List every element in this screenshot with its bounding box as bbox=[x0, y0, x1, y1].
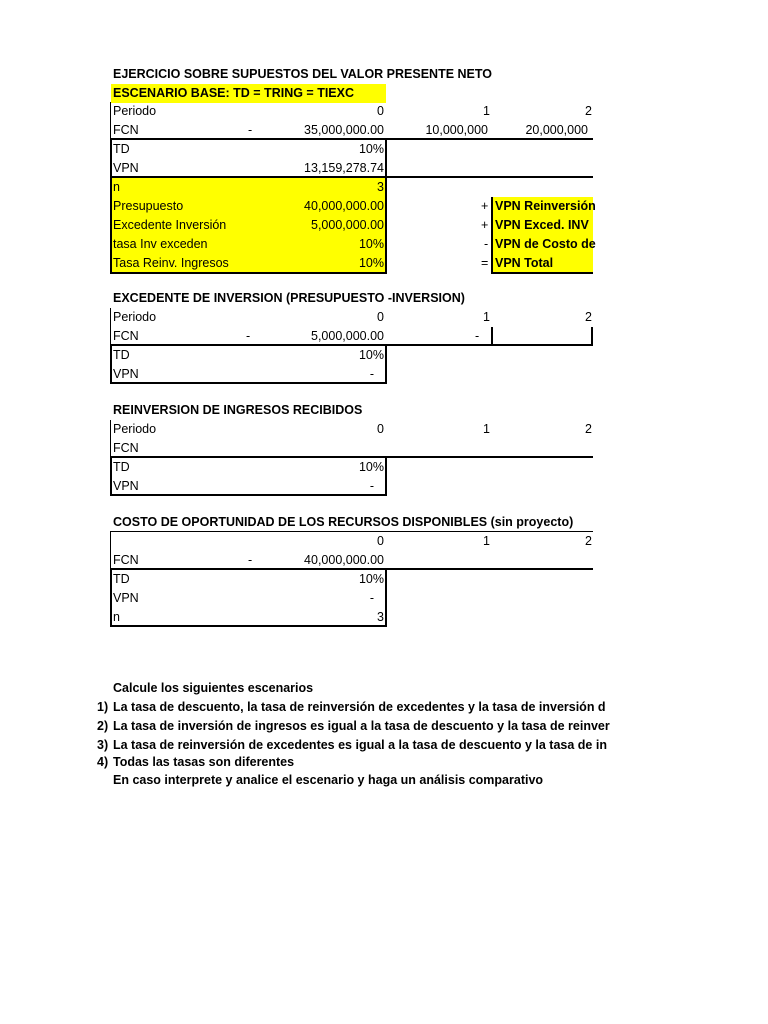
s4-period-1: 1 bbox=[483, 534, 490, 548]
question-text: La tasa de descuento, la tasa de reinversión de excedentes y la tasa de inversión d bbox=[113, 700, 606, 714]
question-number: 1) bbox=[97, 700, 109, 714]
s1-fcn-label: FCN bbox=[113, 123, 139, 137]
s3-td-value: 10% bbox=[358, 460, 384, 474]
question-number: 4) bbox=[97, 755, 109, 769]
questions-intro: Calcule los siguientes escenarios bbox=[113, 681, 314, 695]
s1-periodo-label: Periodo bbox=[113, 104, 157, 118]
s2-period-2: 2 bbox=[585, 310, 592, 324]
s1-summary-sign: - bbox=[484, 237, 489, 251]
s1-summary-label: VPN Exced. INV bbox=[495, 218, 589, 232]
section1-title: EJERCICIO SOBRE SUPUESTOS DEL VALOR PRESENTE NETO bbox=[113, 67, 493, 81]
s2-fcn-dash: - bbox=[246, 329, 251, 343]
s2-period-1: 1 bbox=[483, 310, 490, 324]
section3-title: REINVERSION DE INGRESOS RECIBIDOS bbox=[113, 403, 363, 417]
question-number: 3) bbox=[97, 738, 109, 752]
s1-summary-label: VPN Total bbox=[495, 256, 554, 270]
s4-n-label: n bbox=[113, 610, 120, 624]
s1-param-value: 10% bbox=[358, 256, 384, 270]
question-text: La tasa de inversión de ingresos es igual a la tasa de descuento y la tasa de reinver bbox=[113, 719, 610, 733]
question-number: 2) bbox=[97, 719, 109, 733]
s3-vpn-label: VPN bbox=[113, 479, 139, 493]
s1-summary-label: VPN de Costo de bbox=[495, 237, 596, 251]
s1-fcn-dash: - bbox=[248, 123, 253, 137]
s2-periodo-label: Periodo bbox=[113, 310, 157, 324]
s1-param-value: 40,000,000.00 bbox=[304, 199, 384, 213]
s4-td-label: TD bbox=[113, 572, 130, 586]
s3-fcn-label: FCN bbox=[113, 441, 139, 455]
s1-fcn-value-2: 20,000,000 bbox=[525, 123, 588, 137]
s1-period-2: 2 bbox=[585, 104, 592, 118]
s1-param-value: 3 bbox=[377, 180, 384, 194]
s1-param-label: Presupuesto bbox=[113, 199, 184, 213]
s2-td-value: 10% bbox=[358, 348, 384, 362]
s2-td-label: TD bbox=[113, 348, 130, 362]
s1-vpn-label: VPN bbox=[113, 161, 139, 175]
s4-n-value: 3 bbox=[377, 610, 384, 624]
s2-fcn-value: 5,000,000.00 bbox=[311, 329, 384, 343]
question-text: Todas las tasas son diferentes bbox=[113, 755, 295, 769]
s1-td-value: 10% bbox=[358, 142, 384, 156]
s1-period-1: 1 bbox=[483, 104, 490, 118]
s1-summary-sign: + bbox=[481, 199, 489, 213]
s4-period-0: 0 bbox=[377, 534, 384, 548]
s1-param-label: tasa Inv exceden bbox=[113, 237, 208, 251]
s3-td-label: TD bbox=[113, 460, 130, 474]
s1-param-value: 10% bbox=[358, 237, 384, 251]
s4-td-value: 10% bbox=[358, 572, 384, 586]
s1-td-label: TD bbox=[113, 142, 130, 156]
s4-period-2: 2 bbox=[585, 534, 592, 548]
s1-fcn-value-0: 35,000,000.00 bbox=[304, 123, 384, 137]
s4-fcn-dash: - bbox=[248, 553, 253, 567]
s1-summary-sign: = bbox=[481, 256, 489, 270]
s3-period-0: 0 bbox=[377, 422, 384, 436]
questions-closing: En caso interprete y analice el escenario y haga un análisis comparativo bbox=[113, 773, 544, 787]
s3-periodo-label: Periodo bbox=[113, 422, 157, 436]
s1-summary-sign: + bbox=[481, 218, 489, 232]
s4-fcn-label: FCN bbox=[113, 553, 139, 567]
s2-period-0: 0 bbox=[377, 310, 384, 324]
s1-param-value: 5,000,000.00 bbox=[311, 218, 384, 232]
s4-vpn-label: VPN bbox=[113, 591, 139, 605]
s2-fcn-p1: - bbox=[475, 329, 480, 343]
s2-vpn-value: - bbox=[369, 367, 374, 381]
s1-param-label: Excedente Inversión bbox=[113, 218, 227, 232]
s3-vpn-value: - bbox=[369, 479, 374, 493]
s1-summary-label: VPN Reinversión bbox=[495, 199, 596, 213]
section4-title: COSTO DE OPORTUNIDAD DE LOS RECURSOS DISPONIBLES (sin proyecto) bbox=[113, 515, 574, 529]
s3-period-1: 1 bbox=[483, 422, 490, 436]
s1-param-label: Tasa Reinv. Ingresos bbox=[113, 256, 229, 270]
s1-fcn-value-1: 10,000,000 bbox=[425, 123, 488, 137]
s4-vpn-value: - bbox=[369, 591, 374, 605]
s1-vpn-value: 13,159,278.74 bbox=[304, 161, 384, 175]
s4-fcn-value: 40,000,000.00 bbox=[304, 553, 384, 567]
s1-period-0: 0 bbox=[377, 104, 384, 118]
s2-vpn-label: VPN bbox=[113, 367, 139, 381]
s2-fcn-label: FCN bbox=[113, 329, 139, 343]
section2-title: EXCEDENTE DE INVERSION (PRESUPUESTO -INVERSION) bbox=[113, 291, 465, 305]
question-text: La tasa de reinversión de excedentes es igual a la tasa de descuento y la tasa de in bbox=[113, 738, 607, 752]
s3-period-2: 2 bbox=[585, 422, 592, 436]
s1-param-label: n bbox=[113, 180, 120, 194]
section1-subtitle: ESCENARIO BASE: TD = TRING = TIEXC bbox=[111, 84, 386, 103]
